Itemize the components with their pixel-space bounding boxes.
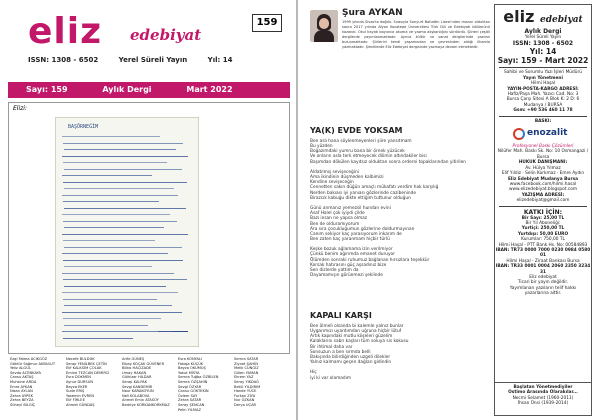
- poem-line: Ara sıra çocukluğumun gözlerine doldurmayınan: [310, 226, 415, 232]
- printer-logo-icon: [513, 128, 525, 140]
- contributor-name: Emre AYKAN: [10, 384, 33, 389]
- handwriting-stroke: [63, 240, 155, 241]
- masthead-info: [28, 56, 251, 64]
- handwriting-stroke: [64, 305, 172, 306]
- sidebar-year: Yıl: 14: [529, 47, 557, 57]
- handwriting-stroke: [62, 156, 188, 157]
- contributor-name: Aynur DURSUN: [66, 379, 94, 384]
- poem1-title: YA(K) EVDE YOKSAM: [310, 126, 403, 135]
- contributor-name: Serap YENİLBEK ÇETİN: [66, 361, 107, 366]
- issn: ISSN: 1308 - 6502: [28, 56, 99, 64]
- handwriting-stroke: [64, 247, 182, 248]
- contributor-name: Bedriye KORKANKORKMAZ: [122, 402, 170, 407]
- poem-line: Başımdan dökülen kayıtsız olduktan sonra orderni topaklarından yitirilen: [310, 159, 466, 165]
- handwriting-stroke: [63, 318, 161, 319]
- contributor-name: Betül YILDIRIM: [234, 384, 261, 389]
- handwriting-stroke: [63, 162, 167, 163]
- poem2-title: KAPALI KARŞI: [310, 311, 372, 320]
- poem-line: Ben aslı hana söylenmeyenleri şiire yansıtmam: [310, 139, 412, 144]
- note: Ticari bir yayın değildir.: [517, 280, 569, 286]
- board-names: Elif Yıldız · Selin Korkmaz · Emre Aydın: [501, 171, 585, 177]
- poem-line: iyi ki var olamadım: [310, 375, 352, 381]
- contributor-name: Derya UÇAR: [234, 402, 257, 407]
- contributor-name: Zehra AYPEK: [10, 393, 33, 398]
- handwriting-stroke: [62, 253, 168, 254]
- email-link[interactable]: elizedebiyat@gmail.com: [516, 198, 570, 204]
- contributor-name: Pelin YILMAZ: [178, 407, 201, 412]
- contributor-name: Umay HAKAN: [122, 370, 147, 375]
- sidebar-type: Aylık Dergi: [524, 28, 562, 35]
- handwriting-stroke: [63, 143, 183, 144]
- contributor-name: Sevgi KANDEMİR: [122, 384, 153, 389]
- names-column: [234, 357, 280, 408]
- note: yazarlarına aittir.: [524, 291, 562, 297]
- contributor-name: Süheyl BİLGİÇ: [10, 402, 36, 407]
- contributor-name: Semra Tuğba ÖZBİLEN: [178, 375, 219, 380]
- price-title: KATKI İÇİN:: [523, 208, 563, 216]
- bar-issue: Sayı: 159: [26, 85, 68, 94]
- poem-line: Aldatılmış sevişeceğini: [310, 169, 359, 175]
- letter-title: BAŞÖRNEĞİM: [68, 124, 99, 130]
- contributor-name: Cansu AKTAŞ: [10, 375, 34, 380]
- email-title: YAZIŞMA ADRESİ:: [521, 192, 565, 198]
- contributor-name: Muhsine ARDA: [10, 379, 37, 384]
- imprint-sidebar: [494, 4, 592, 416]
- handwriting-stroke: [62, 234, 188, 235]
- contributor-name: Ziynet ŞAHİN: [234, 361, 258, 366]
- poem-line: Boğazımdaki yumru bana bir örnek yüzücek: [310, 149, 405, 155]
- printer-title: BASKI:: [534, 118, 552, 124]
- contributor-name: Ahmet GÜNDAŞ: [66, 402, 95, 407]
- poem-line: Bu yüzden: [310, 144, 333, 150]
- issue-number-box: 159: [252, 14, 282, 32]
- iban: IBAN: TR33 0001 0004 2060 2350 3234 31: [495, 264, 591, 275]
- contributor-name: Elif FİRLEE: [66, 398, 85, 403]
- handwriting-stroke: [63, 299, 157, 300]
- printer-tagline: Profesyonel Baskı Çözümleri: [512, 144, 574, 150]
- poem-line: Cennetten sakın düğün amaçlı mükafatı verdim hak karşılığ: [310, 185, 439, 191]
- handwriting-stroke: [62, 175, 152, 176]
- contributor-name: Özlem SAY: [178, 393, 198, 398]
- poem-line: Ben zaten kaç yaranmam hiçbir türlü: [310, 236, 390, 242]
- contributor-name: Yasemin EVREN: [66, 393, 95, 398]
- web-link[interactable]: www.elizedebiyat.blogspot.com: [508, 187, 578, 193]
- names-column: [66, 357, 112, 408]
- poem-line: Keşke bozuk ağlamama izin verilmiyor: [310, 247, 393, 253]
- year: Yıl: 14: [207, 56, 233, 64]
- handwriting-stroke: [63, 338, 133, 339]
- handwriting-stroke: [62, 273, 174, 274]
- contributor-name: Cansu GÖKTEKİN: [178, 389, 209, 394]
- handwriting-stroke: [64, 149, 176, 150]
- contributor-name: Esra KONYALI: [178, 357, 203, 361]
- poem-line: Kalaklarını sabrı kaşları tüm soluya sis kokusu: [310, 339, 409, 345]
- contributor-name: Elif KALKSİM ÇOLAK: [66, 366, 102, 371]
- handwriting-stroke: [62, 195, 178, 196]
- contributor-name: Yakut MİSYA: [178, 370, 200, 375]
- poem-line: Ama ikindinin düşmeden kalbimizi: [310, 175, 384, 181]
- contributor-name: Semra SATAR: [234, 357, 259, 361]
- poem-line: Ben ölmeli olsanda bi kalemle yalnız bunlar: [310, 324, 404, 329]
- director-name: Hilmi Haşal: [530, 81, 556, 87]
- office-title: Eliz Edebiyat Mudanya Bursa: [507, 176, 579, 182]
- frame-label: Elizi:: [13, 105, 27, 112]
- handwriting-stroke: [62, 292, 178, 293]
- periodical-type: Yerel Süreli Yayın: [118, 56, 188, 64]
- contributor-name: Fatoşa KÜÇÜK: [178, 361, 204, 366]
- handwriting-stroke: [64, 188, 174, 189]
- contributor-name: Sevda ALTINKAYA: [10, 370, 41, 375]
- contributor-name: Yeliz ALGÜL: [10, 366, 31, 371]
- names-column: [10, 357, 56, 408]
- poem-line: Dayamamışın görünmezi şeklinde: [310, 273, 383, 279]
- poem-line: Bir ihtimal daha var: [310, 344, 353, 350]
- advisory-title: HUKUK DANIŞMANI:: [518, 160, 568, 166]
- printer-address: Nilüfer Mah. Baskı Sk. No: 10 Osmangazi / Bursa: [497, 149, 589, 160]
- poem-line: Korsak hatırasını güç aşsadınız bize: [310, 262, 387, 268]
- contributor-name: Sevgi ÖZYAR: [178, 384, 202, 389]
- founder: Necmi Selamet (1960-2011): [512, 395, 574, 401]
- poem-line: Sen dizlerde yattım da: [310, 267, 359, 273]
- contributor-name: Ahmet Emin ATASOY: [122, 398, 159, 403]
- contributor-name: Beyza EKER: [66, 384, 88, 389]
- contributor-name: Melik CÜNGİZ: [234, 366, 259, 371]
- handwriting-stroke: [64, 169, 182, 170]
- names-column: [122, 357, 168, 408]
- sidebar-logo: eliz edebiyat: [503, 7, 583, 26]
- note: Yayımlanan yazıların telif hakkı: [509, 285, 577, 291]
- poem-line: Hiç: [310, 370, 317, 376]
- logo: eliz: [28, 11, 103, 52]
- contributor-name: Seray ŞENCAN: [178, 402, 205, 407]
- handwriting-stroke: [64, 208, 186, 209]
- author-bio: 1999 yılında Sivas'ta doğdu. Sırasıyla Sarıyurt Bahattin Lisesi'nden mezun olduktan sonra 2017 yılında Afyon Kocatepe Üniversitesi Türk Dili ve Edebiyatı bölümünü kazandı. Okul hayatı boyunca okuma ve yazma alışkanlığını sürdürdü. Şiirleri çeşitli dergilerde yayımlanmaktadır. Ayrıca kültür ve sanat dergilerinde yazıları bulunmaktadır. Şiirlerini kendi yaşamından ve çevresinden aldığı ilhamla yazmaktadır. Şimdilerde Eliz Edebiyat dergisinde yazmaya devam etmektedir.: [342, 20, 490, 49]
- contributor-name: Sude ERİŞ: [66, 389, 85, 394]
- handwriting-stroke: [62, 331, 172, 332]
- contributor-name: Gülen YAMAN: [234, 370, 259, 375]
- contributor-name: Nisan AYLAN: [10, 389, 33, 394]
- poem-line: Birazcık kabuğu dikte ettiğim tuttunur olduğun: [310, 195, 411, 201]
- phone: Gsm: +90 536 460 11 78: [513, 108, 573, 114]
- poem-line: Kendine sevişeceğin: [310, 180, 354, 186]
- poem-line: Yalnız kalmamı geçen dağları gidindin: [310, 360, 392, 366]
- address-line: Hafiz/Paşa Mah. Yazıcı Cad. No: 3: [507, 92, 579, 98]
- owner-note: Sahibi ve Sorumlu Yazı İşleri Müdürü: [504, 70, 582, 76]
- handwriting-stroke: [63, 201, 159, 202]
- contributor-name: Hande YÜCE: [234, 389, 257, 394]
- poem2-body: [310, 324, 485, 381]
- advisory-name: Av. Hülya Yılmaz: [525, 165, 561, 171]
- contributor-name: Necefe BULDUK: [66, 357, 95, 361]
- poem-line: Artık kapındaki mutlu köşeleri güzelim: [310, 334, 393, 340]
- handwriting-stroke: [62, 312, 182, 313]
- poem-line: Günü anmanız yemezsil hundan evini: [310, 206, 391, 212]
- contributor-name: Emine TEZCAN DEMİRCİ: [66, 370, 110, 375]
- handwriting-stroke: [63, 260, 183, 261]
- price-line: Yurtiçi: 250,00 TL: [521, 226, 565, 232]
- contributor-name: Esra DOKMEN: [66, 375, 91, 380]
- cover-page: [0, 0, 296, 420]
- handwriting-stroke: [62, 136, 160, 137]
- issue-bar: [8, 82, 290, 98]
- bank-info: Hilmi Haşal - Ziraat Bankası Bursa: [506, 258, 580, 264]
- contributor-name: Furkan ZİYA: [234, 393, 256, 398]
- contributor-name: Nour KARAKOYUN: [122, 389, 154, 394]
- poem-line: Ölümden sonraki ruhumuz bağlanan hırsızlara teşekkür: [310, 257, 430, 263]
- names-column: [178, 357, 224, 412]
- contributor-name: Semra ÖZŞAHİN: [178, 379, 208, 384]
- contributor-name: Nur ÖZKAN: [234, 398, 255, 403]
- printer-logo: enozalit: [513, 126, 573, 142]
- poem-line: Bakışında bilirdiğinden uzgeli dilekler: [310, 354, 391, 360]
- handwriting-stroke: [62, 214, 170, 215]
- price-line: Kurumlar: 750,00 TL: [521, 237, 565, 243]
- director-title: Yayın Yönetmeni: [523, 75, 563, 81]
- contributor-name: Neli KOLABOVA: [122, 393, 150, 398]
- note: Eliz edebiyat: [529, 275, 557, 280]
- contributor-name: Seray YIKDAĞ: [234, 379, 259, 384]
- masthead: [8, 10, 290, 70]
- contributor-name: Zehra SATAR: [178, 398, 202, 403]
- handwriting-stroke: [63, 221, 177, 222]
- poem-line: Nerden bakıası iyi yanıası gözlerinde cazibeninde: [310, 190, 417, 196]
- handwriting-stroke: [63, 279, 187, 280]
- address-line: Bursa Çarşı Sitesi A Blok K: 2 D: 6: [506, 97, 580, 103]
- author-photo: [310, 10, 338, 42]
- letter-frame: [8, 102, 290, 354]
- handwriting-stroke: [64, 286, 166, 287]
- price-line: Bir Yıl Aboneliği:: [525, 220, 561, 226]
- founders-title: Başlatan Yönetmediyiler: [513, 385, 573, 390]
- poem-line: Sonsuzun a ben sırmda belli: [310, 349, 371, 355]
- contributor-name: Göktür Sağmur AKBULUT: [10, 361, 56, 366]
- handwriting-stroke: [64, 266, 152, 267]
- iban: IBAN: TR73 0000 7000 0230 0984 0580 01: [495, 247, 591, 259]
- bar-monthly: Aylık Dergi: [102, 85, 152, 94]
- contributor-name: Serap KALPAK: [122, 379, 148, 384]
- founders-box: [495, 382, 591, 415]
- handwriting-stroke: [64, 325, 148, 326]
- contributor-name: Ezgi Fatma ACIKGÖZ: [10, 357, 48, 361]
- poem1-body: [310, 139, 485, 278]
- poem-line: Ben de olduramıyorum: [310, 221, 360, 227]
- address-line: Mudanya / BURSA: [523, 102, 563, 108]
- bar-date: Mart 2022: [186, 85, 233, 94]
- poem-line: Ve onların asla terk etmeyecek dilimin altındakiler bisi: [310, 154, 427, 160]
- handwriting-stroke: [63, 182, 187, 183]
- sidebar-issue: Sayı: 159 - Mart 2022: [497, 56, 589, 66]
- poem-line: Çünkü benim ağırımda emanet duruyor: [310, 252, 395, 258]
- contributor-name: Gülhizar HİLDAR: [122, 375, 152, 380]
- contributor-name: Elbay KOÇAK GÜVENER: [122, 361, 165, 366]
- sidebar-scope: Yerel Süreli Yayın: [524, 35, 562, 40]
- founders-subtitle: Ostimo Arasında Olarakılar...: [508, 390, 578, 396]
- author-name: Şura AYKAN: [342, 8, 403, 18]
- poem-line: Asaf Halel çok iyiydi çilde: [310, 211, 365, 217]
- logo-subtitle: edebiyat: [130, 26, 202, 44]
- poem-line: Uygarımızı uyardımdan uğruna hiçbir lütuf: [310, 329, 402, 335]
- contributor-name: Arife GÜNEŞ: [122, 357, 145, 361]
- web-link[interactable]: www.facebook.com/hilmi.hasal: [509, 181, 577, 187]
- price-line: Bir Sayı: 25,00 TL: [521, 215, 565, 221]
- price-line: Yurtdışı: 50,00 EURO: [517, 231, 569, 237]
- handwriting-stroke: [64, 227, 164, 228]
- bank-info: Hilmi Haşal - PTT Bank Hs. No: 00584893: [498, 242, 588, 248]
- founder: İhsan Ünsi (1939-2014): [517, 401, 569, 407]
- sidebar-issn: ISSN: 1308 - 6502: [512, 40, 574, 48]
- handwritten-letter: [55, 117, 199, 347]
- contributor-name: Bilkis HACIZADE: [122, 366, 152, 371]
- address-title: YAYIN-POSTA-KARGO ADRESİ:: [507, 86, 579, 92]
- contributor-name: Ekrem YAZ: [234, 375, 254, 380]
- poem-line: Canım sekiyor kaç yarasıyorum inkarım de: [310, 231, 402, 237]
- contributor-name: Beyza OKUMUŞ: [178, 366, 206, 371]
- poem-line: Bazı insan ne yapsa olmaz: [310, 216, 368, 222]
- contributor-name: Zehra BEYZA: [10, 398, 34, 403]
- poem-page: [298, 0, 594, 420]
